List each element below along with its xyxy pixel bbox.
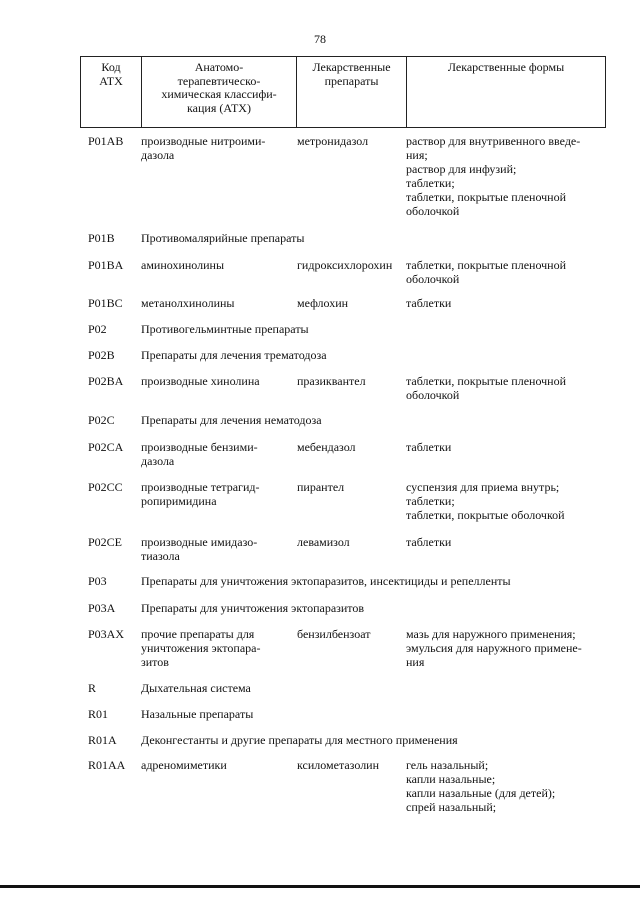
atc-code: P02C [88, 413, 115, 427]
drug-name: бензилбензоат [297, 627, 371, 641]
header-drugs-label: Лекарственные препараты [312, 60, 391, 88]
group-title: Препараты для уничтожения эктопаразитов [141, 601, 365, 615]
header-forms [407, 57, 605, 127]
footer-rule [0, 885, 640, 888]
atc-code: P03AX [88, 627, 125, 641]
dosage-forms: раствор для внутривенного введе- ния; раствор для инфузий; таблетки; таблетки, покрытые пленочной оболочкой [406, 134, 581, 218]
atc-code: P03A [88, 601, 116, 615]
atc-code: R01A [88, 733, 117, 747]
group-title: Назальные препараты [141, 707, 254, 721]
group-title: Дыхательная система [141, 681, 251, 695]
drug-name: мебендазол [297, 440, 356, 454]
header-code-label: Код АТХ [99, 60, 123, 88]
header-forms-label: Лекарственные формы [447, 60, 565, 74]
atc-code: P02 [88, 322, 107, 336]
dosage-forms: таблетки, покрытые пленочной оболочкой [406, 374, 567, 402]
drug-name: ксилометазолин [297, 758, 380, 772]
page-number: 78 [314, 32, 326, 46]
group-title: Препараты для уничтожения эктопаразитов, инсектициды и репелленты [141, 574, 511, 588]
atc-classification: адреномиметики [141, 758, 227, 772]
atc-classification: производные нитроими- дазола [141, 134, 266, 162]
header-drugs [297, 57, 407, 127]
table-header [80, 56, 606, 128]
drug-name: мефлохин [297, 296, 349, 310]
atc-classification: производные хинолина [141, 374, 260, 388]
header-code [81, 57, 142, 127]
drug-name: пирантел [297, 480, 345, 494]
header-classification [142, 57, 297, 127]
dosage-forms: таблетки [406, 535, 452, 549]
dosage-forms: мазь для наружного применения; эмульсия для наружного примене- ния [406, 627, 582, 669]
group-title: Препараты для лечения трематодоза [141, 348, 327, 362]
group-title: Препараты для лечения нематодоза [141, 413, 322, 427]
atc-code: R [88, 681, 97, 695]
atc-code: P02B [88, 348, 115, 362]
atc-classification: производные имидазо- тиазола [141, 535, 258, 563]
atc-classification: производные тетрагид- ропиримидина [141, 480, 260, 508]
atc-code: R01 [88, 707, 109, 721]
group-title: Деконгестанты и другие препараты для местного применения [141, 733, 458, 747]
atc-classification: прочие препараты для уничтожения эктопара- зитов [141, 627, 261, 669]
atc-code: P01B [88, 231, 115, 245]
drug-name: гидроксихлорохин [297, 258, 393, 272]
atc-code: P02BA [88, 374, 124, 388]
atc-code: P02CC [88, 480, 123, 494]
atc-code: P02CA [88, 440, 124, 454]
atc-code: R01AA [88, 758, 126, 772]
atc-code: P01BC [88, 296, 123, 310]
group-title: Противогельминтные препараты [141, 322, 309, 336]
dosage-forms: гель назальный; капли назальные; капли назальные (для детей); спрей назальный; [406, 758, 556, 814]
atc-code: P03 [88, 574, 107, 588]
group-title: Противомалярийные препараты [141, 231, 305, 245]
dosage-forms: таблетки, покрытые пленочной оболочкой [406, 258, 567, 286]
atc-code: P01AB [88, 134, 124, 148]
atc-classification: аминохинолины [141, 258, 225, 272]
dosage-forms: таблетки [406, 440, 452, 454]
drug-name: празиквантел [297, 374, 366, 388]
atc-code: P02CE [88, 535, 123, 549]
dosage-forms: суспензия для приема внутрь; таблетки; таблетки, покрытые оболочкой [406, 480, 565, 522]
atc-classification: производные бензими- дазола [141, 440, 258, 468]
atc-code: P01BA [88, 258, 124, 272]
header-classification-label: Анатомо- терапевтическо- химическая классифи- кация (АТХ) [161, 60, 277, 115]
drug-name: левамизол [297, 535, 350, 549]
dosage-forms: таблетки [406, 296, 452, 310]
drug-name: метронидазол [297, 134, 369, 148]
atc-classification: метанолхинолины [141, 296, 235, 310]
